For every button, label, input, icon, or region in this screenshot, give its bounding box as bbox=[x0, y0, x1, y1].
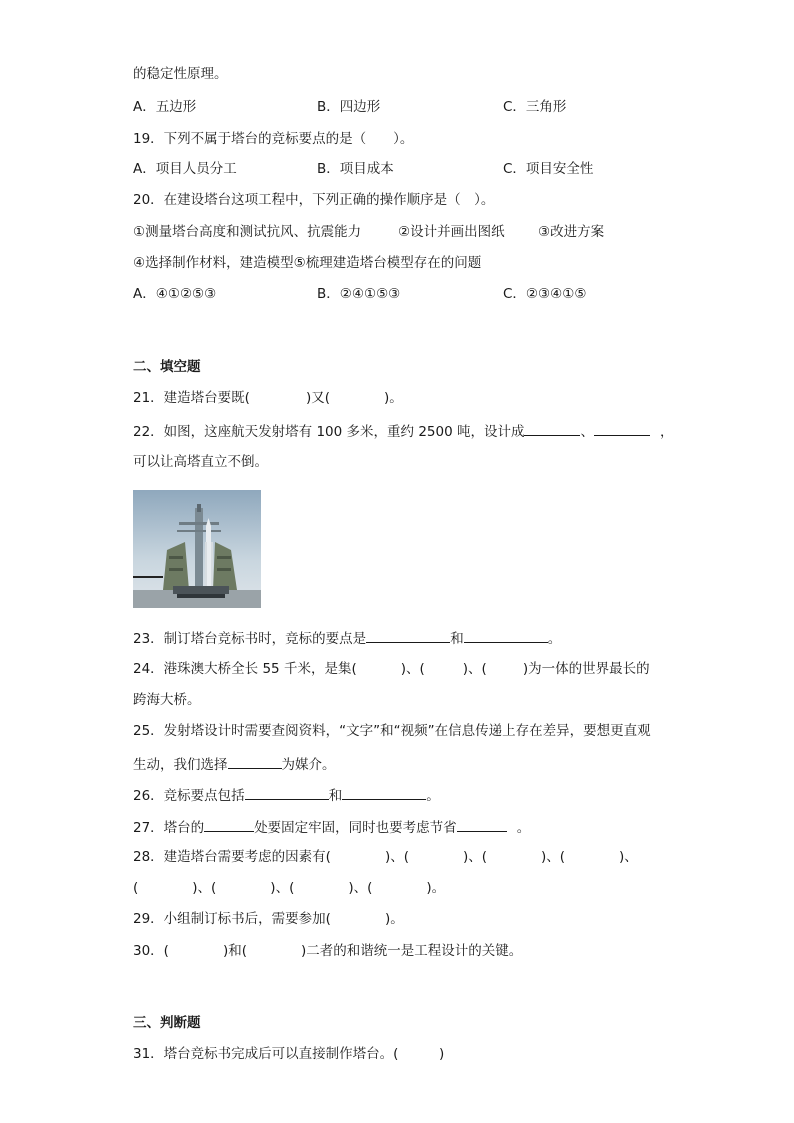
q24: 24．港珠澳大桥全长 55 千米，是集( )、( )、( )为一体的世界最长的 bbox=[133, 661, 650, 677]
answer-blank[interactable] bbox=[464, 628, 548, 643]
answer-blank[interactable] bbox=[228, 754, 282, 769]
q28-line2: ( )、( )、( )、( )。 bbox=[133, 880, 446, 896]
q19-stem: 19．下列不属于塔台的竞标要点的是（ ）。 bbox=[133, 131, 414, 147]
answer-blank[interactable] bbox=[342, 785, 426, 800]
q20-option-a[interactable]: A．④①②⑤③ bbox=[133, 286, 217, 302]
q18-option-b[interactable]: B．四边形 bbox=[317, 99, 381, 115]
answer-blank[interactable] bbox=[245, 785, 329, 800]
q23: 23．制订塔台竞标书时，竞标的要点是 和 。 bbox=[133, 628, 561, 648]
q22-line2: 可以让高塔直立不倒。 bbox=[133, 454, 268, 470]
q29: 29．小组制订标书后，需要参加( )。 bbox=[133, 911, 404, 927]
answer-blank[interactable] bbox=[366, 628, 450, 643]
q18-option-c[interactable]: C．三角形 bbox=[503, 99, 567, 115]
q25-line1: 25．发射塔设计时需要查阅资料，“文字”和“视频”在信息传递上存在差异，要想更直观 bbox=[133, 723, 651, 739]
q20-steps-line2: ④选择制作材料，建造模型⑤梳理建造塔台模型存在的问题 bbox=[133, 255, 482, 271]
q31: 31．塔台竞标书完成后可以直接制作塔台。( ) bbox=[133, 1046, 445, 1062]
q25-line2: 生动，我们选择 为媒介。 bbox=[133, 754, 336, 774]
q27: 27．塔台的 处要固定牢固，同时也要考虑节省 。 bbox=[133, 817, 530, 837]
launch-tower-photo bbox=[133, 490, 261, 608]
q18-option-a[interactable]: A．五边形 bbox=[133, 99, 197, 115]
q24-line2: 跨海大桥。 bbox=[133, 692, 201, 708]
q21: 21．建造塔台要既( )又( )。 bbox=[133, 390, 403, 406]
q20-step-3: ③改进方案 bbox=[538, 224, 605, 240]
q20-stem: 20．在建设塔台这项工程中，下列正确的操作顺序是（ ）。 bbox=[133, 192, 495, 208]
q19-option-a[interactable]: A．项目人员分工 bbox=[133, 161, 237, 177]
answer-blank[interactable] bbox=[204, 817, 254, 832]
q28-line1: 28．建造塔台需要考虑的因素有( )、( )、( )、( )、 bbox=[133, 849, 638, 865]
q26: 26．竞标要点包括 和 。 bbox=[133, 785, 440, 805]
answer-blank[interactable] bbox=[457, 817, 507, 832]
section-heading-fill: 二、填空题 bbox=[133, 359, 201, 375]
q19-option-c[interactable]: C．项目安全性 bbox=[503, 161, 594, 177]
q20-step-2: ②设计并画出图纸 bbox=[398, 224, 505, 240]
q20-step-1: ①测量塔台高度和测试抗风、抗震能力 bbox=[133, 224, 362, 240]
q22: 22．如图，这座航天发射塔有 100 多米，重约 2500 吨，设计成 、 ， bbox=[133, 421, 673, 441]
q18-tail: 的稳定性原理。 bbox=[133, 66, 228, 82]
q20-option-c[interactable]: C．②③④①⑤ bbox=[503, 286, 587, 302]
answer-blank[interactable] bbox=[594, 421, 650, 436]
q20-option-b[interactable]: B．②④①⑤③ bbox=[317, 286, 401, 302]
q19-option-b[interactable]: B．项目成本 bbox=[317, 161, 394, 177]
section-heading-judge: 三、判断题 bbox=[133, 1015, 201, 1031]
answer-blank[interactable] bbox=[524, 421, 580, 436]
q30: 30．( )和( )二者的和谐统一是工程设计的关键。 bbox=[133, 943, 523, 959]
